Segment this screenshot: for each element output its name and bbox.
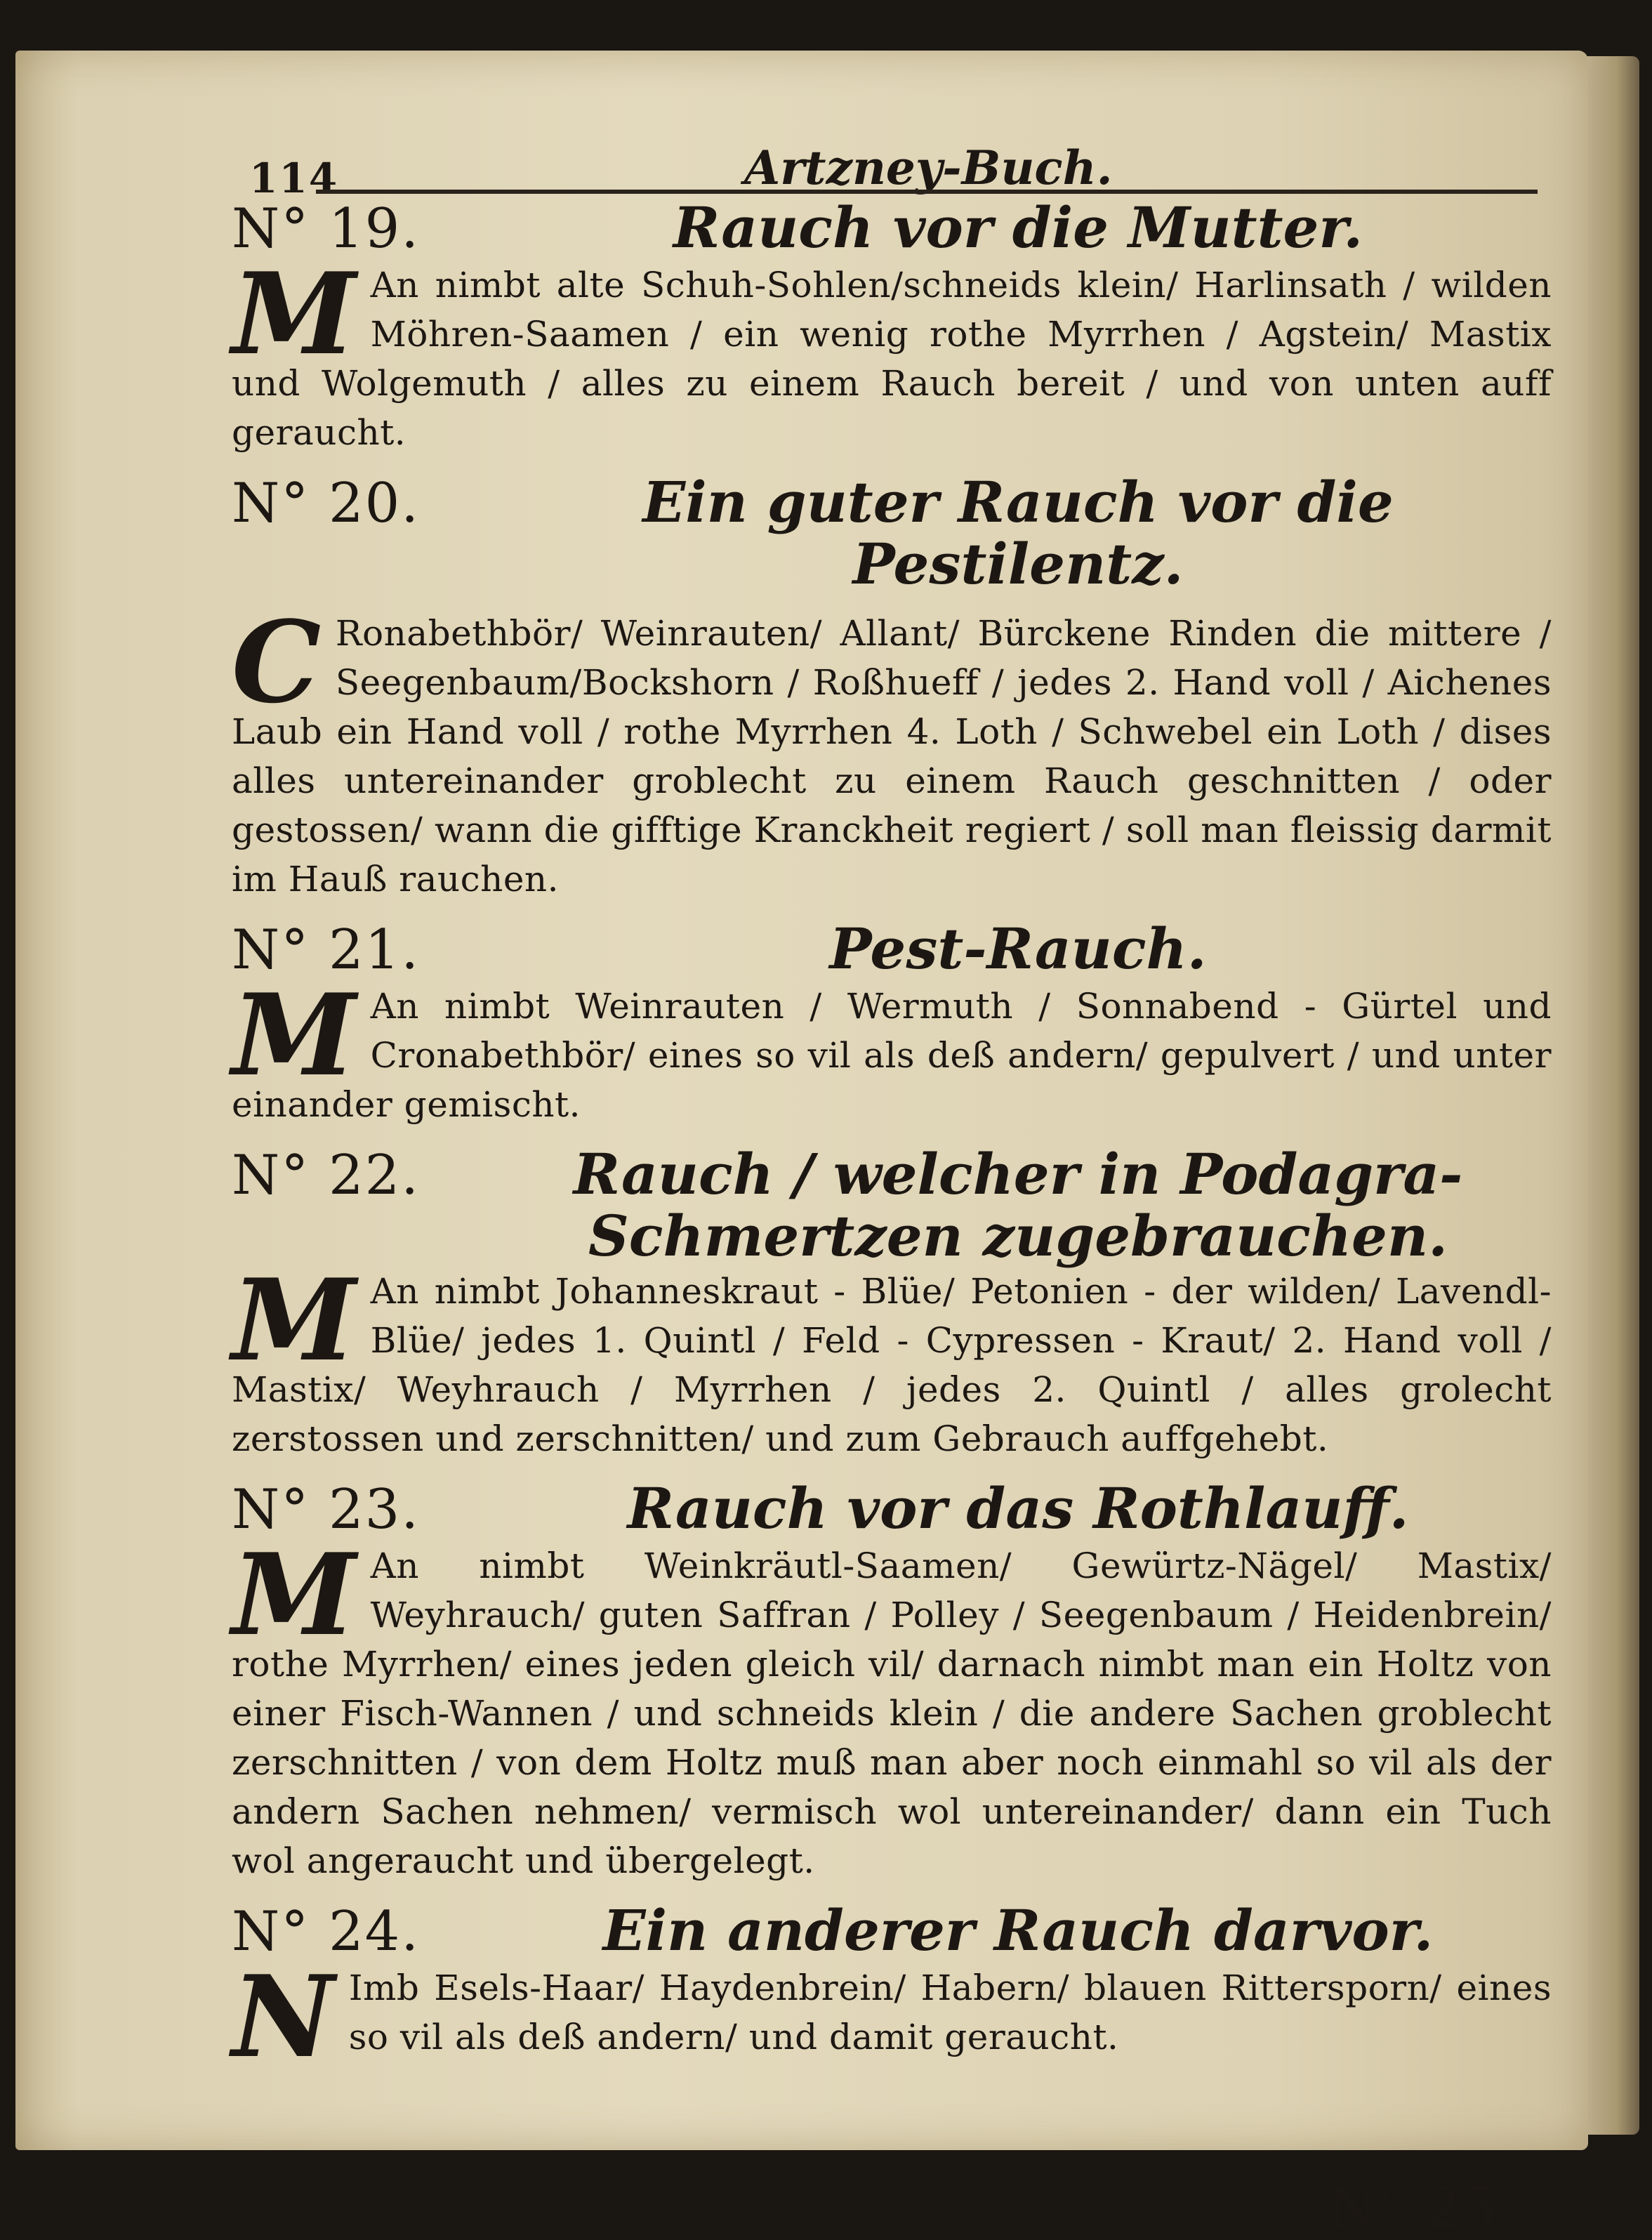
recipe-entry — [232, 197, 1552, 457]
recipe-entry — [232, 471, 1552, 904]
recipe-entry — [232, 918, 1552, 1129]
recipe-number: N° 22. — [232, 1144, 421, 1207]
recipe-title: Rauch vor die Mutter. — [673, 195, 1363, 261]
running-header — [232, 126, 1552, 202]
drop-cap: M — [232, 1529, 357, 1661]
page-number: 114 — [249, 154, 339, 202]
recipe-title: Ein guter Rauch vor die Pestilentz. — [642, 469, 1394, 597]
recipe-entry — [232, 1477, 1552, 1885]
recipe-text: Imb Esels-Haar/ Haydenbrein/ Habern/ blauen Rittersporn/ eines so vil als deß andern/ und damit geraucht. — [348, 1968, 1552, 2057]
recipe-text: An nimbt Weinrauten / Wermuth / Sonnabend - Gürtel und Cronabethbör/ eines so vil als deß andern/ gepulvert / und unter einander gemischt. — [232, 986, 1552, 1125]
recipe-text: An nimbt alte Schuh-Sohlen/schneids klein/ Harlinsath / wilden Möhren-Saamen / ein wenig rothe Myrrhen / Agstein/ Mastix und Wolgemuth / alles zu einem Rauch bereit / und von unten auff geraucht. — [232, 265, 1552, 453]
drop-cap: M — [232, 969, 357, 1101]
recipe-title: Rauch vor das Rothlauff. — [627, 1475, 1409, 1541]
recipe-title: Rauch / welcher in Podagra-Schmertzen zugebrauchen. — [573, 1141, 1463, 1269]
drop-cap: M — [232, 1254, 357, 1386]
recipe-number: N° 21. — [232, 918, 421, 982]
recipe-number: N° 19. — [232, 197, 421, 261]
recipe-number: N° 24. — [232, 1900, 421, 1963]
catchword: N° 25. — [1328, 2177, 1516, 2240]
drop-cap: C — [232, 596, 322, 728]
recipe-title: Ein anderer Rauch darvor. — [602, 1897, 1434, 1963]
recipe-title: Pest-Rauch. — [829, 916, 1207, 982]
recipe-text: Ronabethbör/ Weinrauten/ Allant/ Bürckene Rinden die mittere / Seegenbaum/Bockshorn / Roßhueff / jedes 2. Hand voll / Aichenes Laub ein Hand voll / rothe Myrrhen 4. Loth / Schwebel ein Loth / dises alles untereinander groblecht zu einem Rauch geschnitten / oder gestossen/ wann die gifftige Kranckheit regiert / soll man fleissig darmit im Hauß rauchen. — [232, 613, 1552, 900]
recipe-number: N° 20. — [232, 472, 421, 535]
recipe-text: An nimbt Weinkräutl-Saamen/ Gewürtz-Nägel/ Mastix/ Weyhrauch/ guten Saffran / Polley / Seegenbaum / Heidenbrein/ rothe Myrrhen/ eines jeden gleich vil/ darnach nimbt man ein Holtz von einer Fisch-Wannen / und schneids klein / die andere Sachen groblecht zerschnitten / von dem Holtz muß man aber noch einmahl so vil als der andern Sachen nehmen/ vermisch wol untereinander/ dann ein Tuch wol angeraucht und übergelegt. — [232, 1546, 1552, 1881]
header-rule — [316, 190, 1538, 194]
recipe-text: An nimbt Johanneskraut - Blüe/ Petonien - der wilden/ Lavendl-Blüe/ jedes 1. Quintl / Feld - Cypressen - Kraut/ 2. Hand voll / Mastix/ Weyhrauch / Myrrhen / jedes 2. Quintl / alles grolecht zerstossen und zerschnitten/ und zum Gebrauch auffgehebt. — [232, 1271, 1552, 1459]
running-title: Artzney-Buch. — [744, 140, 1113, 195]
recipe-number: N° 23. — [232, 1478, 421, 1541]
drop-cap: M — [232, 248, 357, 380]
recipe-entry — [232, 1143, 1552, 1463]
recipe-entry — [232, 1897, 1552, 2083]
page-content — [232, 126, 1552, 2240]
page-edge — [1583, 56, 1639, 2135]
drop-cap: N — [232, 1951, 335, 2083]
